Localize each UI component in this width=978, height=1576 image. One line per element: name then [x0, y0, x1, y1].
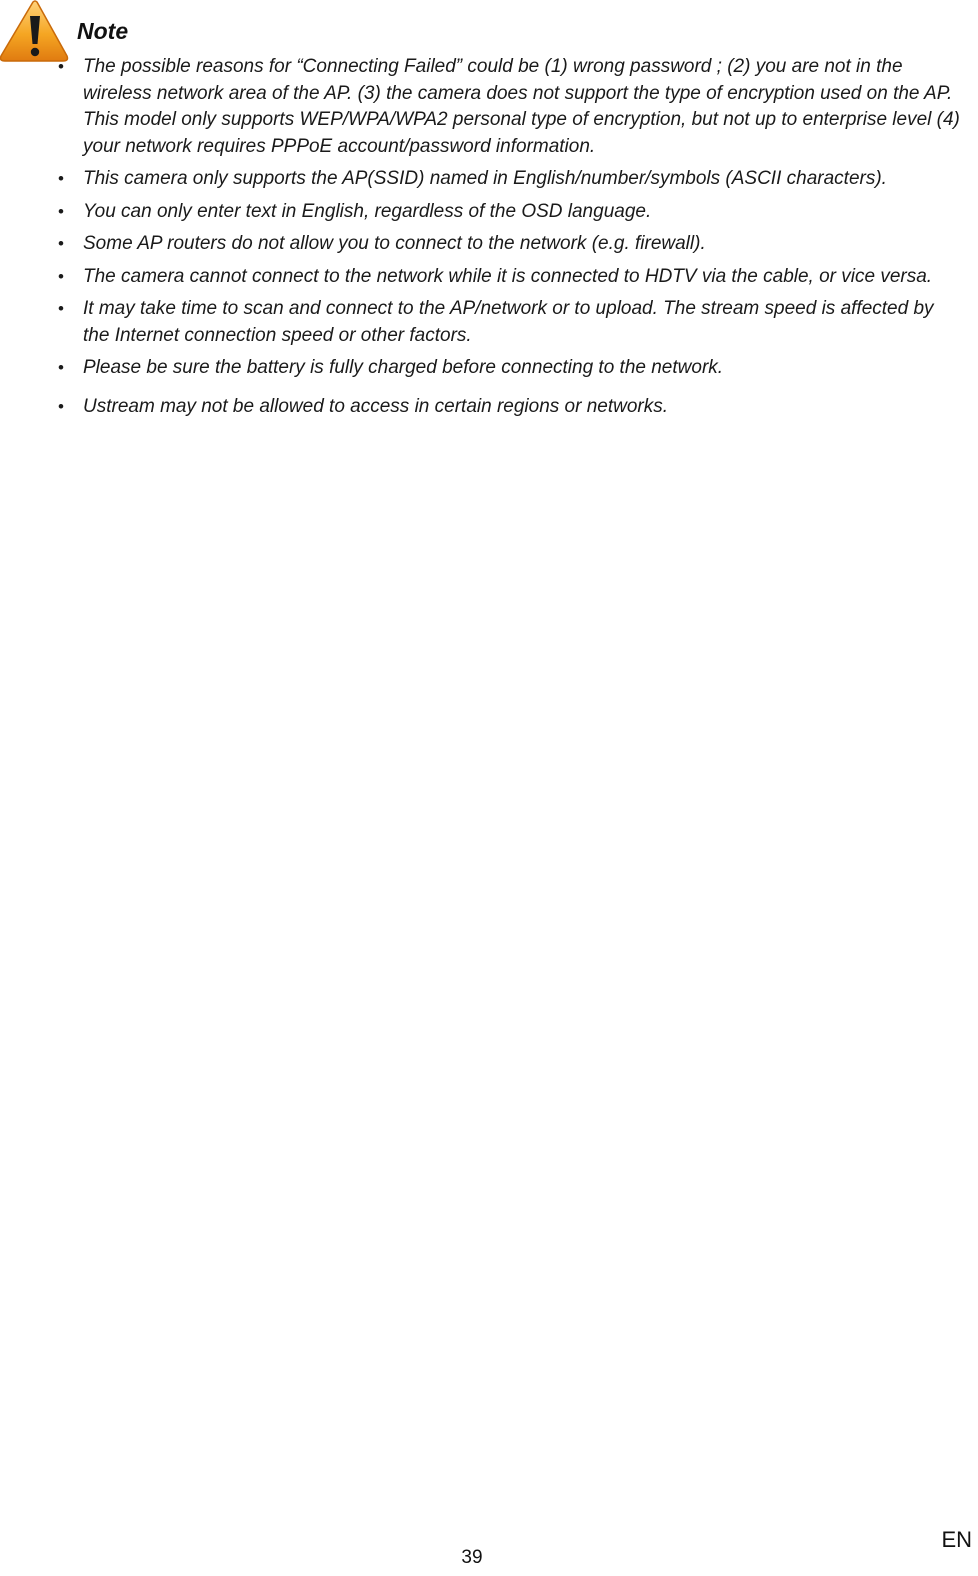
bullet-icon: • — [58, 396, 64, 416]
note-list — [0, 54, 960, 426]
bullet-icon: • — [58, 358, 64, 377]
note-text: It may take time to scan and connect to the AP/network or to upload. The stream speed is affected by the Internet connection speed or other factors. — [83, 298, 934, 346]
note-text: This camera only supports the AP(SSID) named in English/number/symbols (ASCII characters). — [83, 168, 887, 189]
list-item — [0, 355, 960, 382]
list-item — [0, 166, 960, 193]
list-item — [0, 394, 960, 421]
bullet-icon: • — [58, 57, 64, 76]
list-item — [0, 199, 960, 226]
note-text: The camera cannot connect to the network while it is connected to HDTV via the cable, or vice versa. — [83, 265, 933, 287]
bullet-icon: • — [58, 234, 64, 253]
note-text: The possible reasons for “Connecting Failed” could be (1) wrong password ; (2) you are not in the wireless network area of the AP. (3) the camera does not support the type of encryption used on the AP. This model only supports WEP/WPA/WPA2 personal type of encryption, but not up to enterprise level (4) your network requires PPPoE account/password information. — [83, 56, 960, 157]
list-item — [0, 264, 960, 291]
language-label: EN — [941, 1527, 972, 1552]
page-number: 39 — [461, 1547, 483, 1568]
note-text: Ustream may not be allowed to access in certain regions or networks. — [83, 395, 669, 417]
bullet-icon: • — [58, 266, 64, 286]
list-item — [0, 296, 960, 349]
note-text: You can only enter text in English, regardless of the OSD language. — [83, 200, 652, 222]
bullet-icon: • — [58, 169, 64, 188]
list-item — [0, 231, 960, 258]
note-text: Some AP routers do not allow you to connect to the network (e.g. firewall). — [83, 233, 706, 254]
note-title: Note — [77, 18, 129, 44]
list-item — [0, 54, 960, 160]
bullet-icon: • — [58, 201, 64, 221]
note-text: Please be sure the battery is fully charged before connecting to the network. — [83, 357, 724, 378]
bullet-icon: • — [58, 299, 64, 318]
